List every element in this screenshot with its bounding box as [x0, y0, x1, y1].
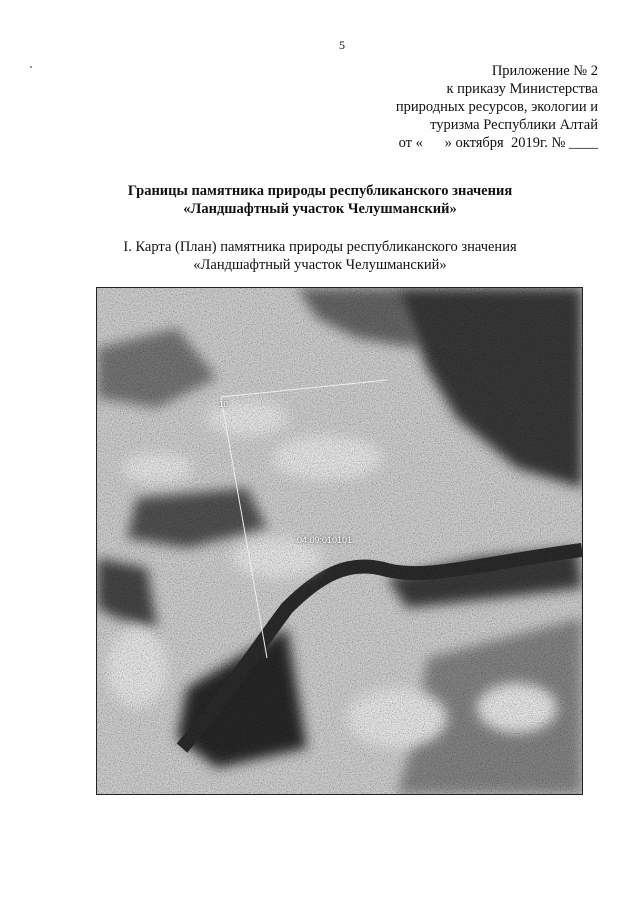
appendix-line-3: природных ресурсов, экологии и	[395, 99, 598, 115]
appendix-line-5: от « » октября 2019г. № ____	[398, 135, 598, 151]
page-number: 5	[339, 38, 345, 52]
document-title	[0, 182, 640, 218]
cadastral-parcel-label: 04:09:010101	[297, 535, 353, 545]
subtitle-line-2: «Ландшафтный участок Челушманский»	[193, 257, 447, 273]
appendix-line-2: к приказу Министерства	[446, 81, 598, 97]
boundary-point-label: 10	[219, 400, 228, 409]
scan-speck	[30, 66, 32, 68]
title-line-2: «Ландшафтный участок Челушманский»	[183, 201, 457, 217]
appendix-line-4: туризма Республики Алтай	[430, 117, 598, 133]
appendix-line-1: Приложение № 2	[491, 63, 598, 79]
map-section-heading	[0, 238, 640, 274]
subtitle-line-1: I. Карта (План) памятника природы республиканского значения	[123, 239, 517, 255]
appendix-header	[396, 62, 598, 152]
satellite-map	[96, 287, 583, 795]
title-line-1: Границы памятника природы республиканского значения	[127, 183, 513, 199]
